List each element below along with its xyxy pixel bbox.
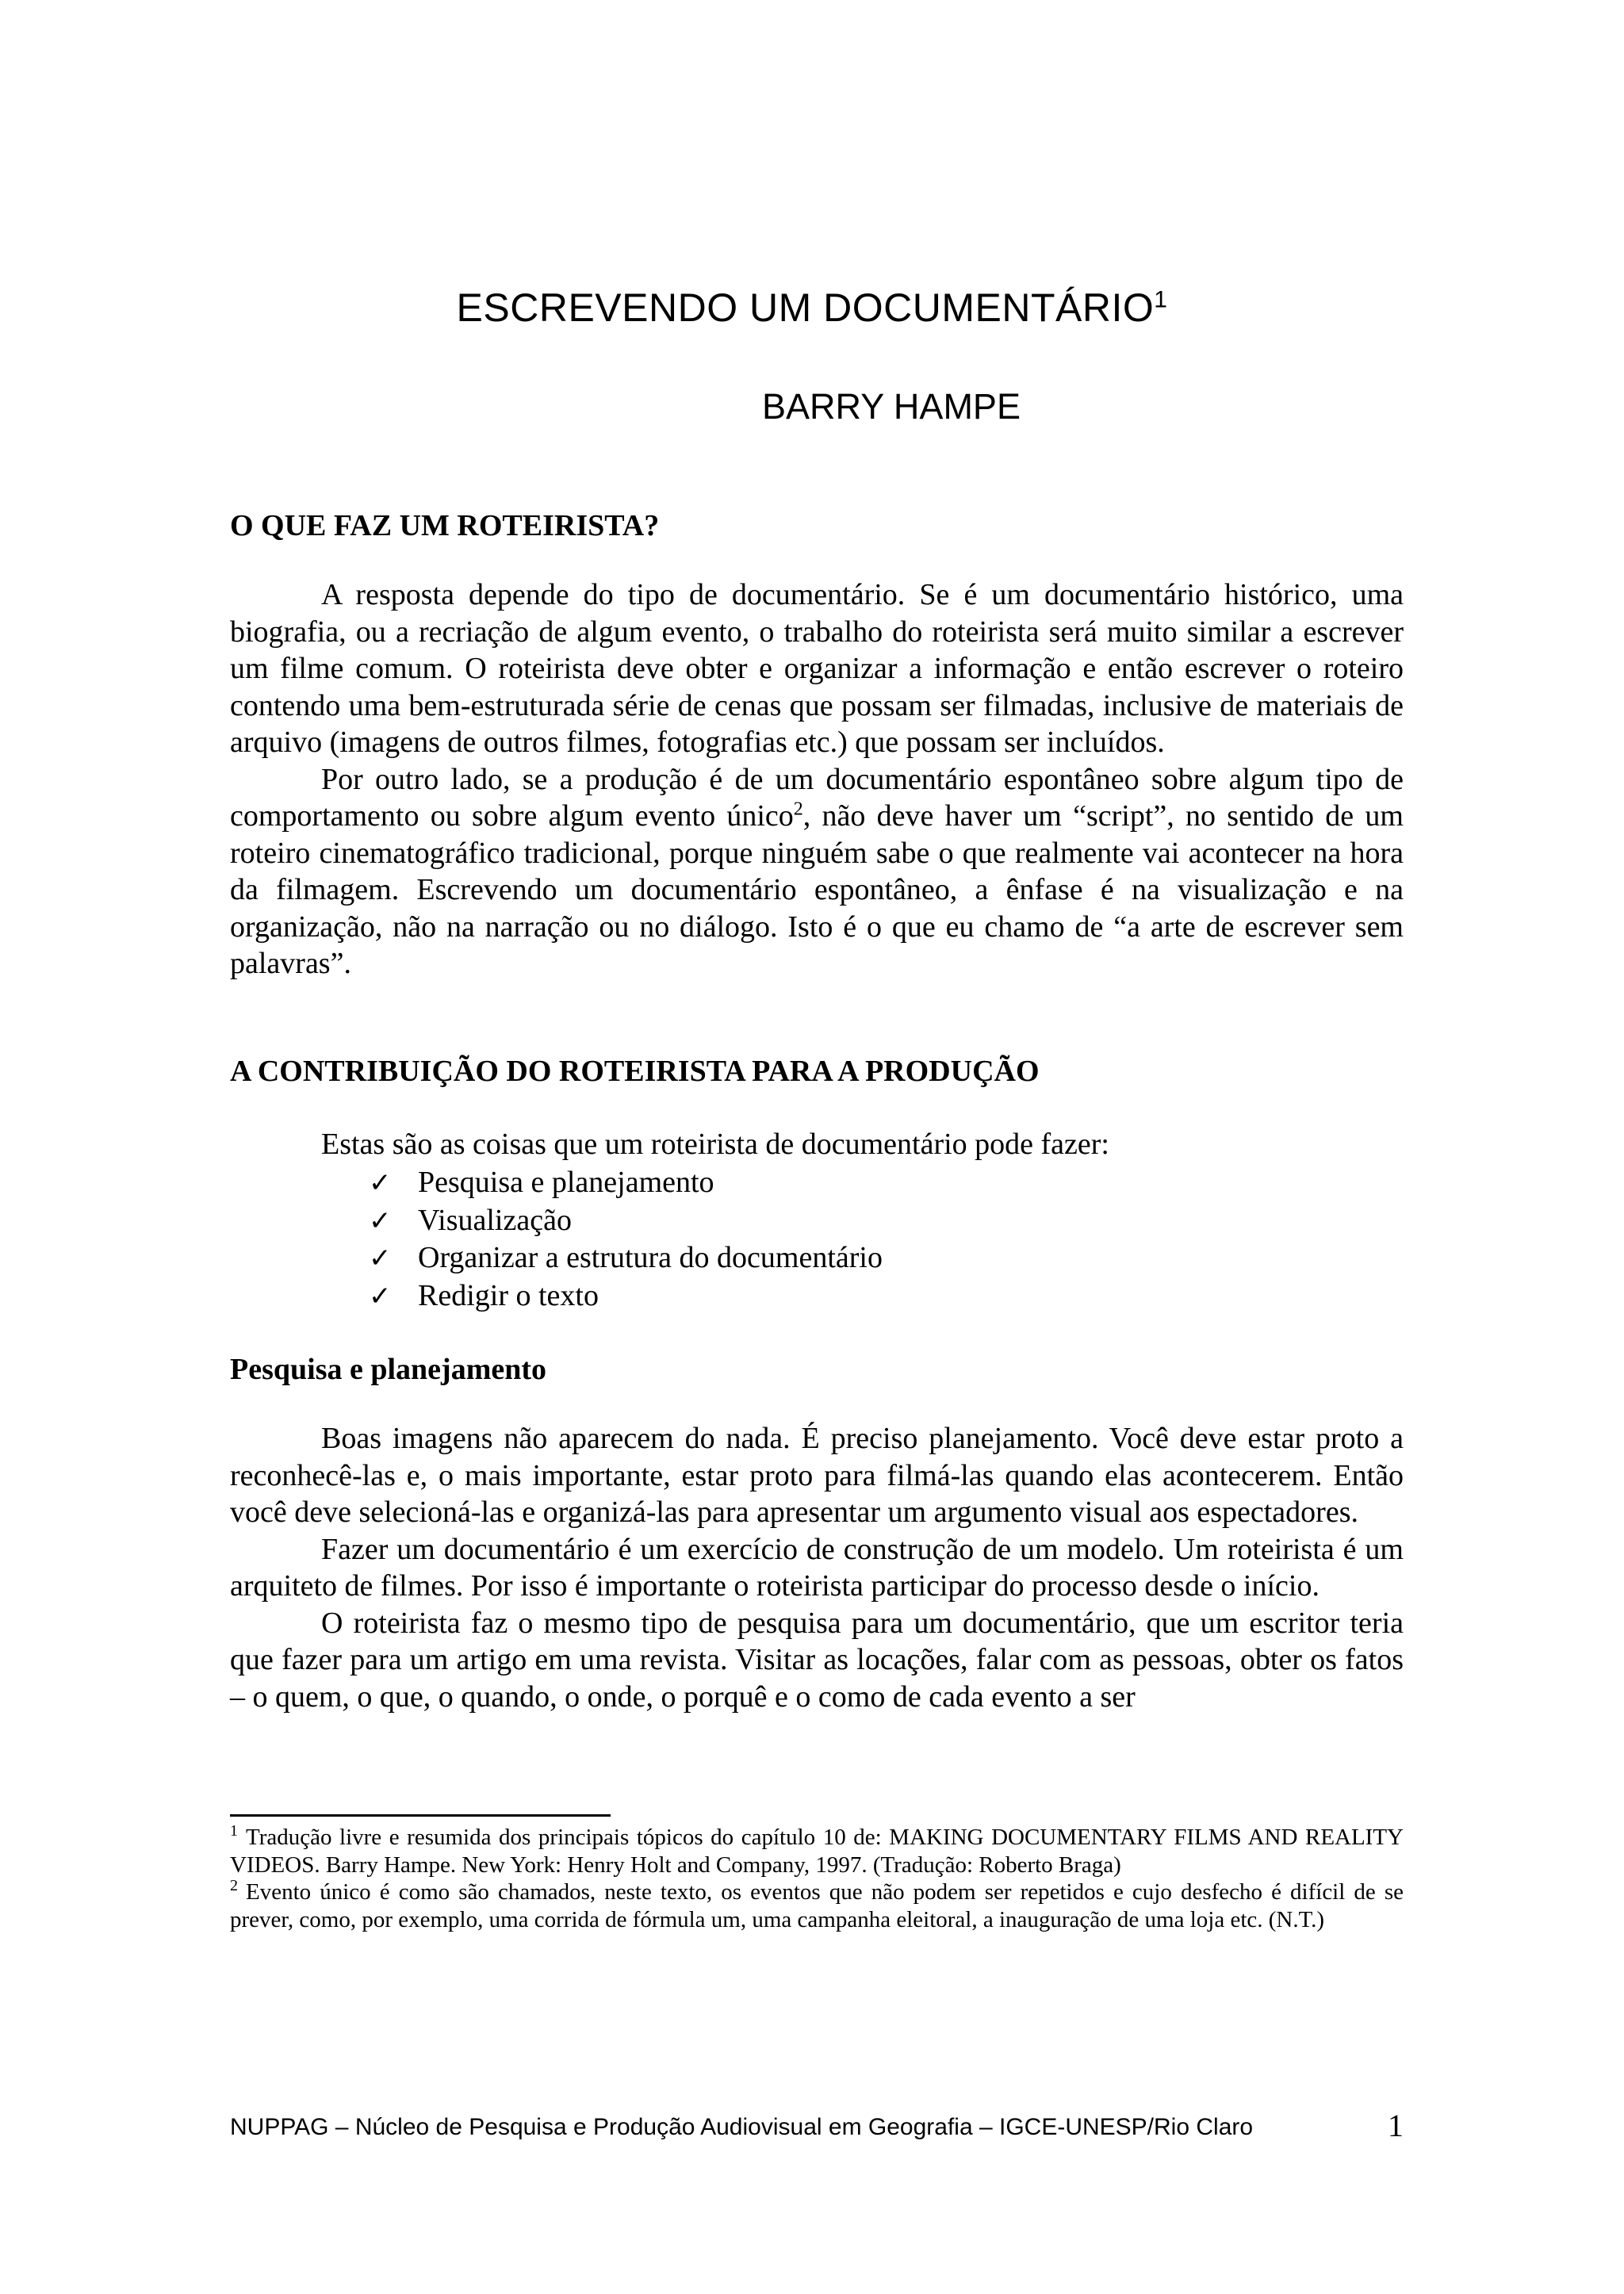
title-text: ESCREVENDO UM DOCUMENTÁRIO [456, 285, 1155, 330]
task-list [369, 1164, 883, 1315]
paragraph: O roteirista faz o mesmo tipo de pesquisa para um documentário, que um escritor teria que fazer para um artigo em uma revista. Visitar as locações, falar com as pessoas, obter os fatos – o quem, o que, o quando, o onde, o porquê e o como de cada evento a ser [230, 1606, 1404, 1714]
section-body-pesquisa [230, 1420, 1404, 1715]
footnote-number: 2 [230, 1877, 238, 1895]
footnote-text: Evento único é como são chamados, neste texto, os eventos que não podem ser repetidos e cujo desfecho é difícil de se prever, como, por exemplo, uma corrida de fórmula um, uma campanha eleitoral, a inauguração de uma loja etc. (N.T.) [230, 1879, 1404, 1932]
list-item-label: Pesquisa e planejamento [418, 1166, 714, 1199]
page-number: 1 [1388, 2108, 1404, 2143]
page-footer: NUPPAG – Núcleo de Pesquisa e Produção Audiovisual em Geografia – IGCE-UNESP/Rio Claro [230, 2114, 1254, 2140]
list-item-label: Redigir o texto [418, 1278, 599, 1312]
footnote [230, 1878, 1404, 1933]
paragraph [230, 761, 1404, 982]
list-item-label: Visualização [418, 1203, 572, 1237]
check-icon: ✓ [369, 1280, 392, 1312]
footnote [230, 1824, 1404, 1878]
document-title [0, 284, 1624, 331]
author-name: BARRY HAMPE [762, 386, 1021, 427]
list-item-label: Organizar a estrutura do documentário [418, 1241, 883, 1274]
list-item [369, 1239, 883, 1277]
check-icon: ✓ [369, 1167, 392, 1199]
footnote-text: Tradução livre e resumida dos principais tópicos do capítulo 10 de: MAKING DOCUMENTARY FILMS AND REALITY VIDEOS. Barry Hampe. New York: Henry Holt and Company, 1997. (Tradução: Roberto Braga) [230, 1825, 1404, 1878]
list-item [369, 1164, 883, 1202]
check-icon: ✓ [369, 1243, 392, 1274]
section-heading-contribuicao: A CONTRIBUIÇÃO DO ROTEIRISTA PARA A PRODUÇÃO [230, 1055, 1040, 1088]
footnotes [230, 1824, 1404, 1933]
footnote-ref-2[interactable]: 2 [793, 798, 803, 820]
footnote-divider [230, 1814, 611, 1817]
section-body-roteirista [230, 576, 1404, 982]
paragraph-text: , não deve haver um “script”, no sentido de um roteiro cinematográfico tradicional, porque ninguém sabe o que realmente vai acontecer na hora da filmagem. Escrevendo um documentário espontâneo, a ênfase é na visualização e na organização, não na narração ou no diálogo. Isto é o que eu chamo de “a arte de escrever sem palavras”. [230, 799, 1404, 980]
paragraph: Fazer um documentário é um exercício de construção de um modelo. Um roteirista é um arquiteto de filmes. Por isso é importante o roteirista participar do processo desde o início. [230, 1532, 1404, 1603]
check-icon: ✓ [369, 1204, 392, 1237]
paragraph: A resposta depende do tipo de documentário. Se é um documentário histórico, uma biografia, ou a recriação de algum evento, o trabalho do roteirista será muito similar a escrever um filme comum. O roteirista deve obter e organizar a informação e então escrever o roteiro contendo uma bem-estruturada série de cenas que possam ser filmadas, inclusive de materiais de arquivo (imagens de outros filmes, fotografias etc.) que possam ser incluídos. [230, 578, 1404, 759]
paragraph: Boas imagens não aparecem do nada. É preciso planejamento. Você deve estar proto a reconhecê-las e, o mais importante, estar proto para filmá-las quando elas acontecerem. Então você deve selecioná-las e organizá-las para apresentar um argumento visual aos espectadores. [230, 1422, 1404, 1529]
paragraph-text: Por outro lado, se a produção é de um documentário espontâneo sobre algum tipo de comportamento ou sobre algum evento único [230, 762, 1404, 833]
list-intro: Estas são as coisas que um roteirista de documentário pode fazer: [321, 1128, 1109, 1161]
footnote-ref-1[interactable]: 1 [1154, 286, 1168, 313]
list-item [369, 1277, 883, 1316]
list-item [369, 1202, 883, 1240]
section-heading-pesquisa: Pesquisa e planejamento [230, 1353, 546, 1386]
section-heading-roteirista: O QUE FAZ UM ROTEIRISTA? [230, 509, 660, 542]
footnote-number: 1 [230, 1822, 238, 1840]
